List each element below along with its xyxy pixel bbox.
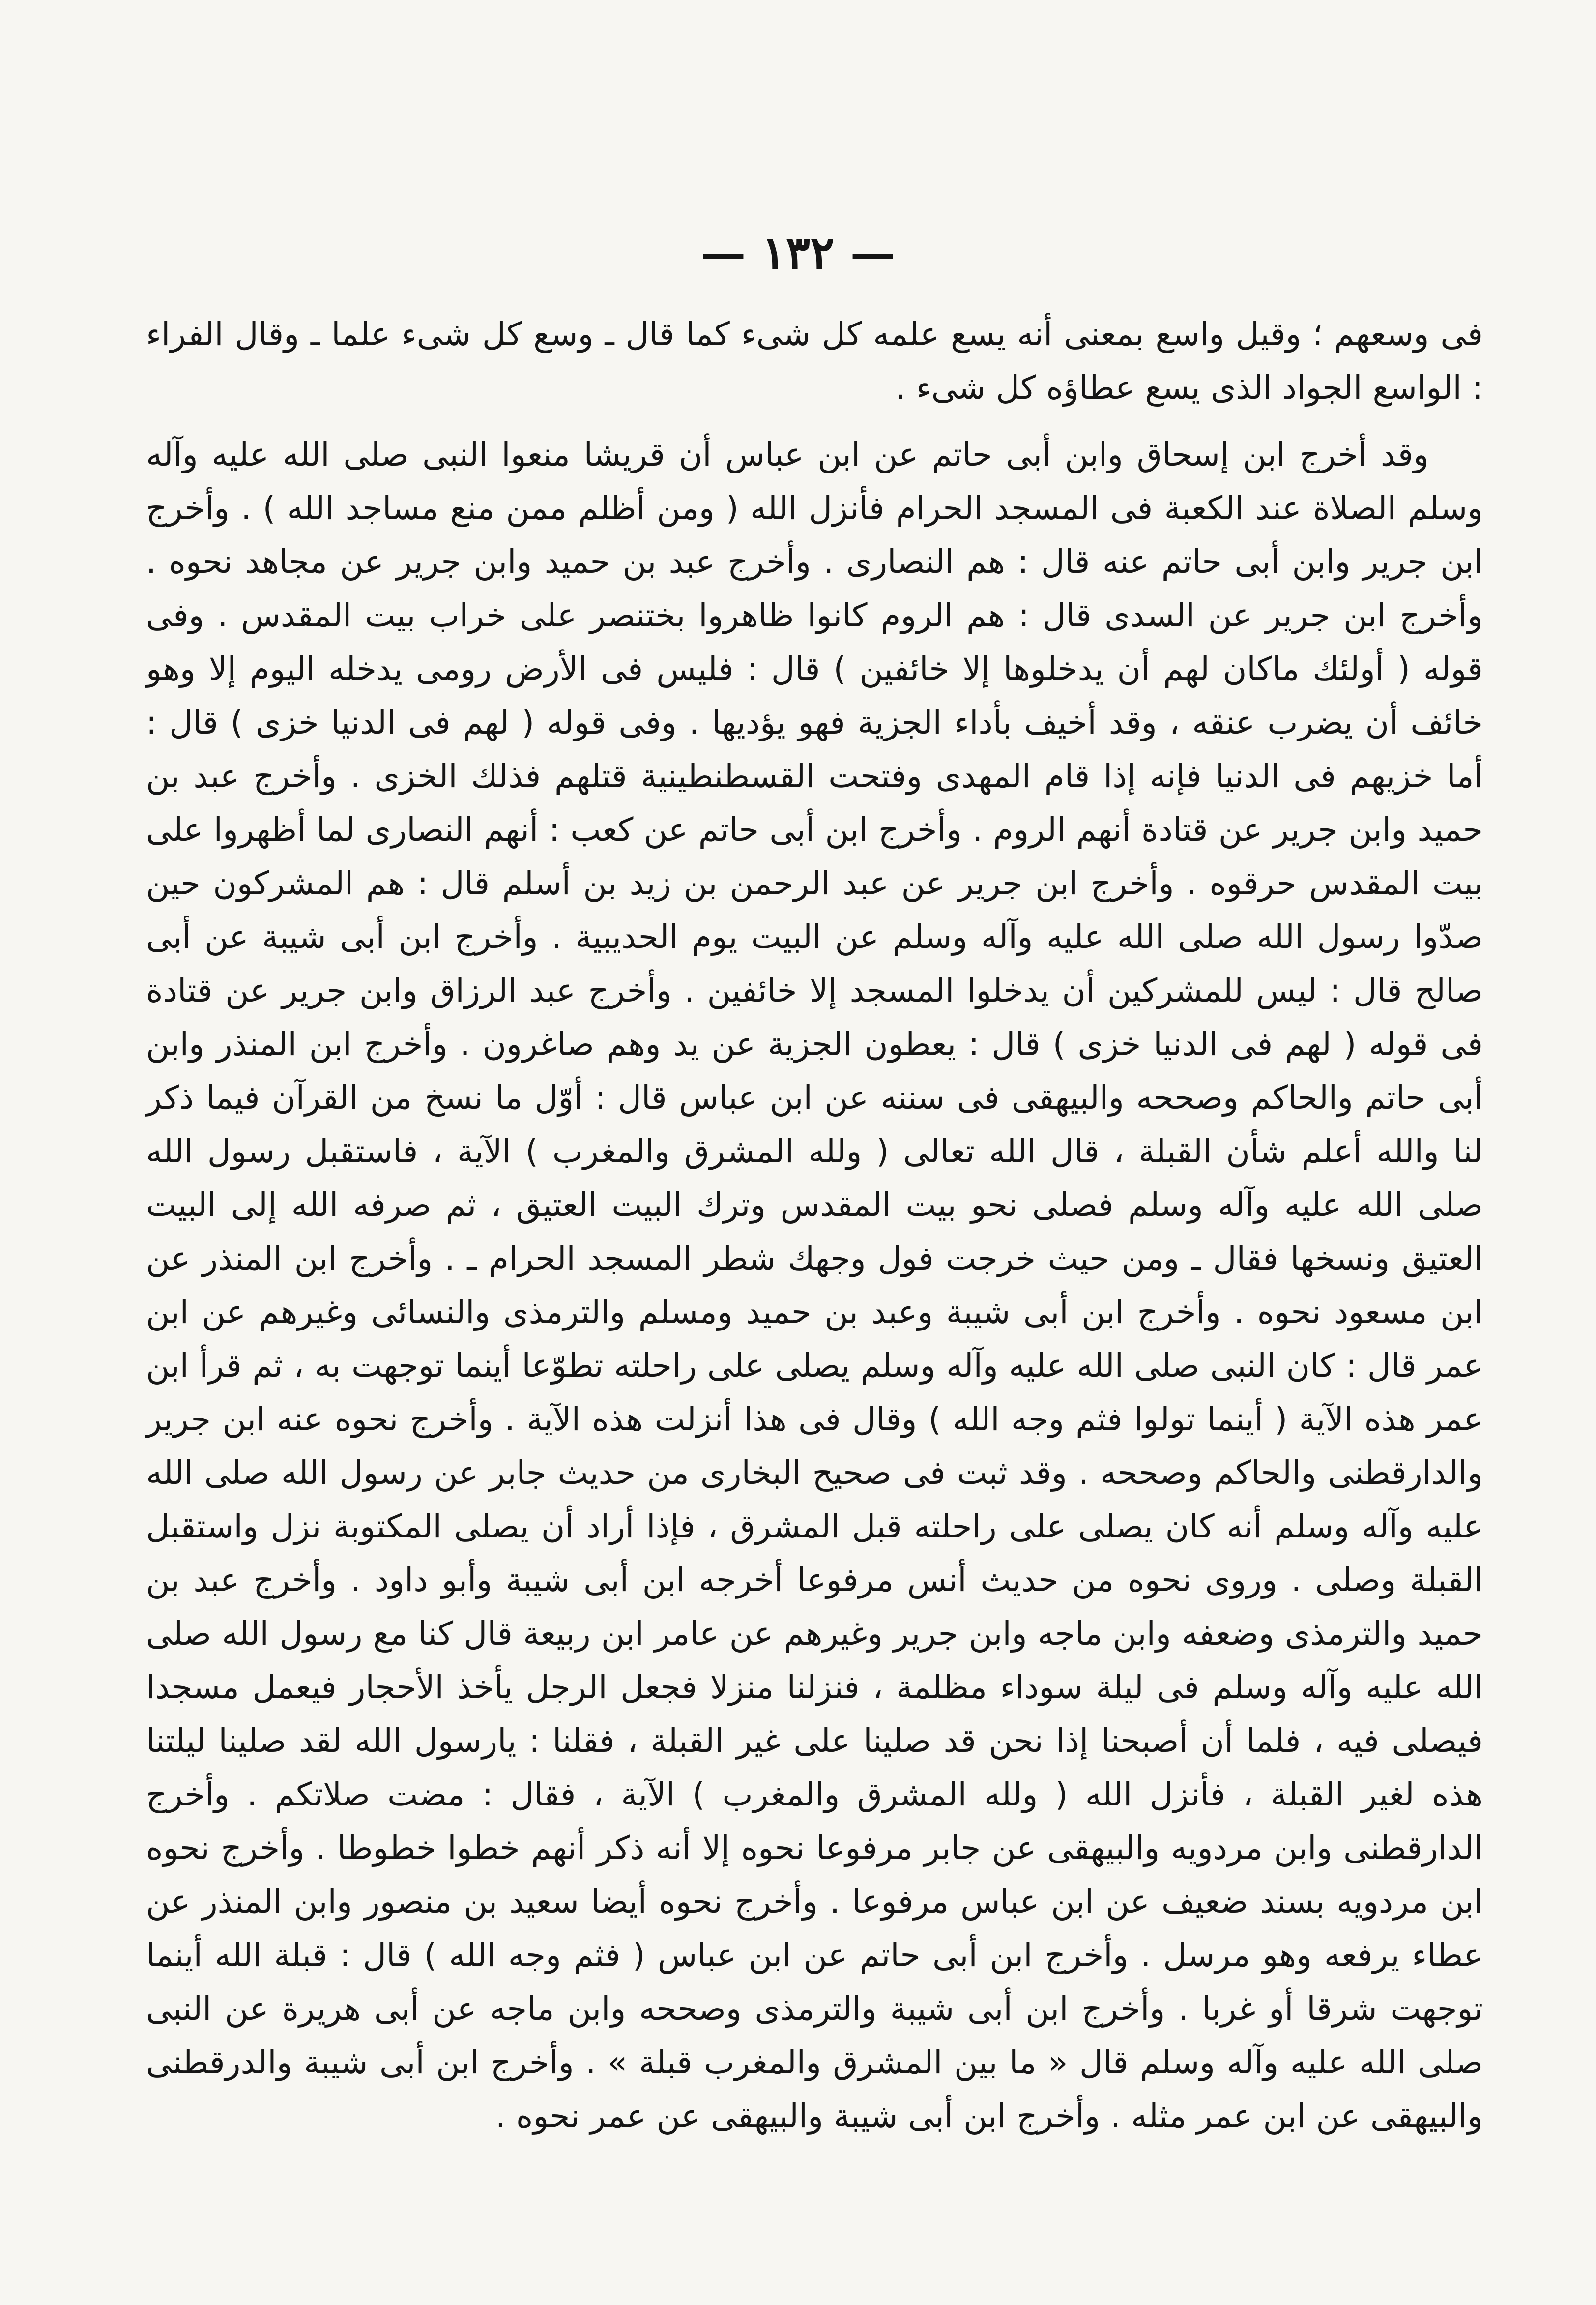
paragraph-hadith-text: وقد أخرج ابن إسحاق وابن أبى حاتم عن ابن عباس أن قريشا منعوا النبى صلى الله عليه وآله وسلم الصلاة عند الكعبة فى المسجد الحرام فأنزل الله ( ومن أظلم ممن منع مساجد الله ) . وأخرج ابن جرير وابن أبى حاتم عنه قال : هم النصارى . وأخرج عبد بن حميد وابن جرير عن مجاهد نحوه . وأخرج ابن جرير عن السدى قال : هم الروم كانوا ظاهروا بختنصر على خراب بيت المقدس . وفى قوله ( أولئك ماكان لهم أن يدخلوها إلا خائفين ) قال : فليس فى الأرض رومى يدخله اليوم إلا وهو خائف أن يضرب عنقه ، وقد أخيف بأداء الجزية فهو يؤديها . وفى قوله ( لهم فى الدنيا خزى ) قال : أما خزيهم فى الدنيا فإنه إذا قام المهدى وفتحت القسطنطينية قتلهم فذلك الخزى . وأخرج عبد بن حميد وابن جرير عن قتادة أنهم الروم . وأخرج ابن أبى حاتم عن كعب : أنهم النصارى لما أظهروا على بيت المقدس حرقوه . وأخرج ابن جرير عن عبد الرحمن بن زيد بن أسلم قال : هم المشركون حين صدّوا رسول الله صلى الله عليه وآله وسلم عن البيت يوم الحديبية . وأخرج ابن أبى شيبة عن أبى صالح قال : ليس للمشركين أن يدخلوا المسجد إلا خائفين . وأخرج عبد الرزاق وابن جرير عن قتادة فى قوله ( لهم فى الدنيا خزى ) قال : يعطون الجزية عن يد وهم صاغرون . وأخرج ابن المنذر وابن أبى حاتم والحاكم وصححه والبيهقى فى سننه عن ابن عباس قال : أوّل ما نسخ من القرآن فيما ذكر لنا والله أعلم شأن القبلة ، قال الله تعالى ( ولله المشرق والمغرب ) الآية ، فاستقبل رسول الله صلى الله عليه وآله وسلم فصلى نحو بيت المقدس وترك البيت العتيق ، ثم صرفه الله إلى البيت العتيق ونسخها فقال ـ ومن حيث خرجت فول وجهك شطر المسجد الحرام ـ . وأخرج ابن المنذر عن ابن مسعود نحوه . وأخرج ابن أبى شيبة وعبد بن حميد ومسلم والترمذى والنسائى وغيرهم عن ابن عمر قال : كان النبى صلى الله عليه وآله وسلم يصلى على راحلته تطوّعا أينما توجهت به ، ثم قرأ ابن عمر هذه الآية ( أينما تولوا فثم وجه الله ) وقال فى هذا أنزلت هذه الآية . وأخرج نحوه عنه ابن جرير والدارقطنى والحاكم وصححه . وقد ثبت فى صحيح البخارى من حديث جابر عن رسول الله صلى الله عليه وآله وسلم أنه كان يصلى على راحلته قبل المشرق ، فإذا أراد أن يصلى المكتوبة نزل واستقبل القبلة وصلى . وروى نحوه من حديث أنس مرفوعا أخرجه ابن أبى شيبة وأبو داود . وأخرج عبد بن حميد والترمذى وضعفه وابن ماجه وابن جرير وغيرهم عن عامر ابن ربيعة قال كنا مع رسول الله صلى الله عليه وآله وسلم فى ليلة سوداء مظلمة ، فنزلنا منزلا فجعل الرجل يأخذ الأحجار فيعمل مسجدا فيصلى فيه ، فلما أن أصبحنا إذا نحن قد صلينا على غير القبلة ، فقلنا : يارسول الله لقد صلينا ليلتنا هذه لغير القبلة ، فأنزل الله ( ولله المشرق والمغرب ) الآية ، فقال : مضت صلاتكم . وأخرج الدارقطنى وابن مردويه والبيهقى عن جابر مرفوعا نحوه إلا أنه ذكر أنهم خطوا خطوطا . وأخرج نحوه ابن مردويه بسند ضعيف عن ابن عباس مرفوعا . وأخرج نحوه أيضا سعيد بن منصور وابن المنذر عن عطاء يرفعه وهو مرسل . وأخرج ابن أبى حاتم عن ابن عباس ( فثم وجه الله ) قال : قبلة الله أينما توجهت شرقا أو غربا . وأخرج ابن أبى شيبة والترمذى وصححه وابن ماجه عن أبى هريرة عن النبى صلى الله عليه وآله وسلم قال « ما بين المشرق والمغرب قبلة » . وأخرج ابن أبى شيبة والدرقطنى والبيهقى عن ابن عمر مثله . وأخرج ابن أبى شيبة والبيهقى عن عمر نحوه . xyxy=(146,436,1483,2135)
paragraph-continuation: فى وسعهم ؛ وقيل واسع بمعنى أنه يسع علمه كل شىء كما قال ـ وسع كل شىء علما ـ وقال الفراء : الواسع الجواد الذى يسع عطاؤه كل شىء . xyxy=(146,315,1483,407)
page-number: — ١٣٢ — xyxy=(700,226,896,279)
paragraph-hadith-narrations xyxy=(146,428,1483,2178)
